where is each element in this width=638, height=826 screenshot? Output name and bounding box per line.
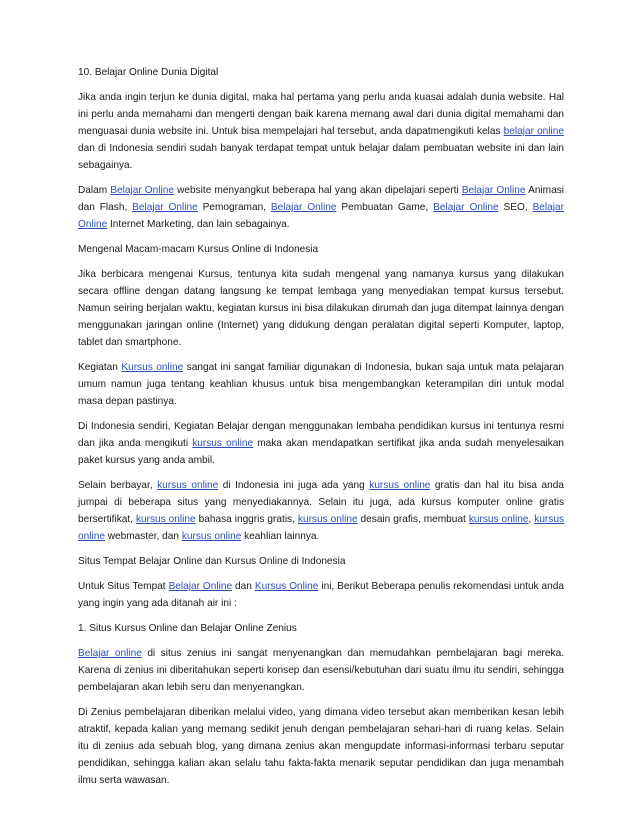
text-run: gratis dan hal itu bisa anda jumpai di beberapa situs yang menyediakannya. Selain itu juga, ada kursus komputer online gratis bersertifikat, (78, 480, 564, 525)
text-run: keahlian lainnya. (241, 531, 320, 542)
text-run: Pemograman, (197, 202, 271, 213)
section-title-zenius (78, 620, 564, 637)
text-run: Kegiatan (78, 362, 122, 373)
text-run: Situs Tempat Belajar Online dan Kursus Online di Indonesia (78, 556, 346, 567)
inline-link[interactable]: Kursus online (121, 362, 184, 373)
text-run: 10. Belajar Online Dunia Digital (78, 67, 219, 78)
text-run: Di Zenius pembelajaran diberikan melalui video, yang dimana video tersebut akan memberikan kesan lebih atraktif, kepada kalian yang memang sedikit jenuh dengan pembelajaran sehari-hari di ruang kelas. Selain itu di zenius ada sebuah blog, yang dimana zenius akan mengupdate informasi-informasi terbaru seputar pendidikan, sehingga kalian akan selalu tahu fakta-fakta menarik seputar pendidikan dan juga menambah ilmu serta wawasan. (78, 707, 564, 786)
text-run: SEO, (498, 202, 533, 213)
inline-link[interactable]: kursus online (157, 480, 219, 491)
text-run: di situs zenius ini sangat menyenangkan dan memudahkan pembelajaran bagi mereka. Karena di zenius ini diberitahukan seperti konsep dan esensi/kebutuhan dari suatu ilmu itu sendiri, sehingga pembelajaran akan lebih seru dan menyenangkan. (78, 648, 564, 693)
document-page (78, 64, 564, 797)
inline-link[interactable]: kursus online (369, 480, 431, 491)
inline-link[interactable]: kursus online (78, 514, 564, 542)
inline-link[interactable]: kursus online (297, 514, 358, 525)
paragraph (78, 89, 564, 174)
inline-link[interactable]: Kursus Online (254, 581, 319, 592)
paragraph (78, 477, 564, 545)
section-title-belajar-online (78, 64, 564, 81)
inline-link[interactable]: kursus online (135, 514, 196, 525)
inline-link[interactable]: kursus online (192, 438, 254, 449)
text-run: Di Indonesia sendiri, Kegiatan Belajar dengan menggunakan lembaha pendidikan kursus ini tentunya resmi dan jika anda mengikuti (78, 421, 564, 449)
paragraph (78, 704, 564, 789)
text-run: Jika berbicara mengenai Kursus, tentunya kita sudah mengenal yang namanya kursus yang dilakukan secara offline dengan datang langsung ke tempat lembaga yang menyediakan tempat kursus tersebut. Namun seiring berjalan waktu, kegiatan kursus ini bisa dilakukan dirumah dan juga ditempat lainnya dengan menggunakan jaringan online (Internet) yang didukung dengan peralatan digital seperti Komputer, laptop, tablet dan smartphone. (78, 269, 564, 348)
inline-link[interactable]: belajar online (503, 126, 565, 137)
text-run: Pembuatan Game, (336, 202, 434, 213)
text-run: Untuk Situs Tempat (78, 581, 169, 592)
text-run: 1. Situs Kursus Online dan Belajar Online Zenius (78, 623, 297, 634)
paragraph (78, 266, 564, 351)
paragraph (78, 359, 564, 410)
text-run: dan di Indonesia sendiri sudah banyak terdapat tempat untuk belajar dalam pembuatan website ini dan lain sebagainya. (78, 143, 564, 171)
paragraph (78, 578, 564, 612)
inline-link[interactable]: Belajar Online (461, 185, 526, 196)
inline-link[interactable]: Belajar online (78, 648, 142, 659)
inline-link[interactable]: Belajar Online (270, 202, 337, 213)
text-run: website menyangkut beberapa hal yang akan dipelajari seperti (174, 185, 462, 196)
paragraph (78, 645, 564, 696)
text-run: Dalam (78, 185, 111, 196)
inline-link[interactable]: Belajar Online (110, 185, 174, 196)
text-run: webmaster, dan (104, 531, 182, 542)
section-title-kursus-online (78, 241, 564, 258)
section-title-situs (78, 553, 564, 570)
inline-link[interactable]: kursus online (181, 531, 242, 542)
text-run: Internet Marketing, dan lain sebagainya. (107, 219, 290, 230)
text-run: bahasa inggris gratis, (195, 514, 298, 525)
text-run: sangat ini sangat familiar digunakan di Indonesia, bukan saja untuk mata pelajaran umum namun juga tentang keahlian khusus untuk bisa mengembangkan keterampilan diri untuk modal masa depan pastinya. (78, 362, 564, 407)
inline-link[interactable]: kursus online (468, 514, 529, 525)
text-run: , (528, 514, 535, 525)
paragraph (78, 182, 564, 233)
inline-link[interactable]: Belajar Online (78, 202, 564, 230)
text-run: di Indonesia ini juga ada yang (218, 480, 370, 491)
text-run: Jika anda ingin terjun ke dunia digital, maka hal pertama yang perlu anda kuasai adalah dunia website. Hal ini perlu anda memahami dan mengerti dengan baik karena memang awal dari dunia digital memahami dan menguasai dunia website ini. Untuk bisa mempelajari hal tersebut, anda dapatmengikuti kelas (78, 92, 564, 137)
inline-link[interactable]: Belajar Online (168, 581, 233, 592)
text-run: dan (232, 581, 255, 592)
inline-link[interactable]: Belajar Online (132, 202, 198, 213)
text-run: Animasi dan Flash, (78, 185, 564, 213)
text-run: maka akan mendapatkan sertifikat jika anda sudah menyelesaikan paket kursus yang anda ambil. (78, 438, 564, 466)
text-run: Selain berbayar, (78, 480, 158, 491)
inline-link[interactable]: Belajar Online (433, 202, 499, 213)
text-run: ini, Berikut Beberapa penulis rekomendasi untuk anda yang ingin yang ada ditanah air ini : (78, 581, 565, 609)
text-run: Mengenal Macam-macam Kursus Online di Indonesia (78, 244, 319, 255)
paragraph (78, 418, 564, 469)
text-run: desain grafis, membuat (357, 514, 469, 525)
